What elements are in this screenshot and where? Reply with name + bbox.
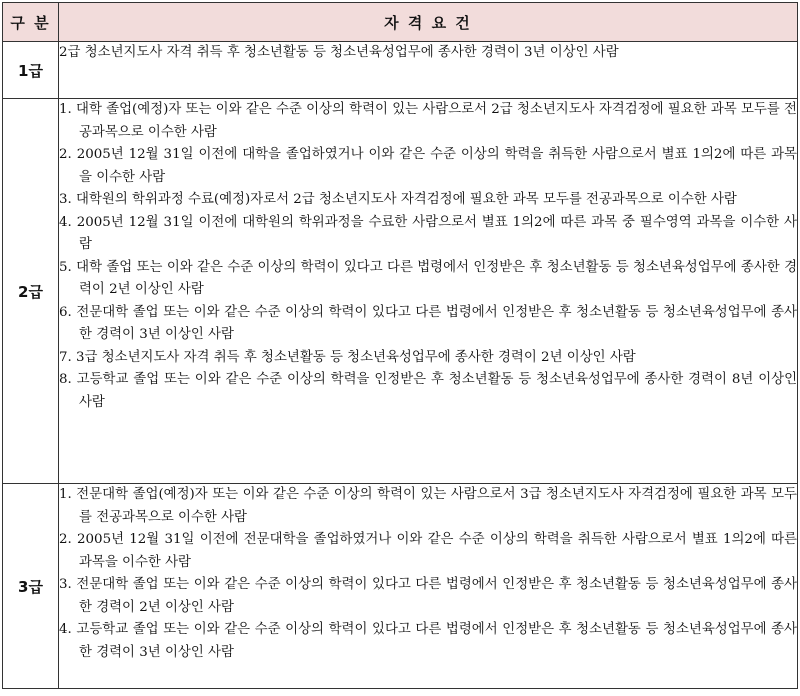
grade-label: 1급	[3, 42, 59, 99]
list-item: 3. 대학원의 학위과정 수료(예정)자로서 2급 청소년지도사 자격검정에 필요한 과목 모두를 전공과목으로 이수한 사람	[59, 192, 737, 207]
table-row-grade-2	[3, 99, 798, 484]
grade-label: 3급	[3, 484, 59, 689]
requirement-cell	[59, 484, 798, 689]
table-row-grade-1	[3, 42, 798, 99]
list-item: 3. 전문대학 졸업 또는 이와 같은 수준 이상의 학력이 있다고 다른 법령에서 인정받은 후 청소년활동 등 청소년육성업무에 종사한 경력이 2년 이상인 사람	[59, 577, 797, 615]
requirement-text: 2급 청소년지도사 자격 취득 후 청소년활동 등 청소년육성업무에 종사한 경력이 3년 이상인 사람	[59, 45, 619, 60]
list-item: 1. 전문대학 졸업(예정)자 또는 이와 같은 수준 이상의 학력이 있는 사람으로서 3급 청소년지도사 자격검정에 필요한 과목 모두를 전공과목으로 이수한 사람	[59, 487, 797, 525]
header-category: 구 분	[3, 3, 59, 42]
list-item: 4. 고등학교 졸업 또는 이와 같은 수준 이상의 학력이 있다고 다른 법령에서 인정받은 후 청소년활동 등 청소년육성업무에 종사한 경력이 3년 이상인 사람	[59, 622, 797, 660]
list-item: 8. 고등학교 졸업 또는 이와 같은 수준 이상의 학력을 인정받은 후 청소년활동 등 청소년육성업무에 종사한 경력이 8년 이상인 사람	[59, 372, 797, 410]
list-item: 1. 대학 졸업(예정)자 또는 이와 같은 수준 이상의 학력이 있는 사람으로서 2급 청소년지도사 자격검정에 필요한 과목 모두를 전공과목으로 이수한 사람	[59, 102, 797, 140]
list-item: 5. 대학 졸업 또는 이와 같은 수준 이상의 학력이 있다고 다른 법령에서 인정받은 후 청소년활동 등 청소년육성업무에 종사한 경력이 2년 이상인 사람	[59, 259, 797, 297]
list-item: 7. 3급 청소년지도사 자격 취득 후 청소년활동 등 청소년육성업무에 종사한 경력이 2년 이상인 사람	[59, 349, 636, 365]
header-row	[3, 3, 798, 42]
list-item: 2. 2005년 12월 31일 이전에 전문대학을 졸업하였거나 이와 같은 수준 이상의 학력을 취득한 사람으로서 별표 1의2에 따른 과목을 이수한 사람	[59, 532, 797, 570]
requirement-list	[59, 99, 797, 414]
requirement-cell	[59, 99, 798, 484]
list-item: 4. 2005년 12월 31일 이전에 대학원의 학위과정을 수료한 사람으로서 별표 1의2에 따른 과목 중 필수영역 과목을 이수한 사람	[59, 214, 797, 252]
grade-label: 2급	[3, 99, 59, 484]
requirement-cell	[59, 42, 798, 99]
list-item: 6. 전문대학 졸업 또는 이와 같은 수준 이상의 학력이 있다고 다른 법령에서 인정받은 후 청소년활동 등 청소년육성업무에 종사한 경력이 3년 이상인 사람	[59, 304, 797, 342]
qualification-table	[2, 2, 798, 689]
list-item: 2. 2005년 12월 31일 이전에 대학을 졸업하였거나 이와 같은 수준 이상의 학력을 취득한 사람으로서 별표 1의2에 따른 과목을 이수한 사람	[59, 147, 797, 185]
requirement-list	[59, 484, 797, 664]
header-requirements: 자 격 요 건	[59, 3, 798, 42]
table-row-grade-3	[3, 484, 798, 689]
